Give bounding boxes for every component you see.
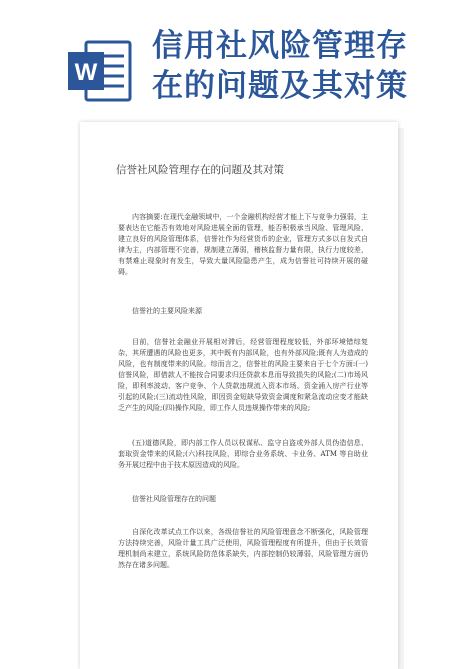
- abstract-paragraph: 内容摘要:在现代金融领域中，一个金融机构经营才能上下与竞争力强弱，主要表达在它能否有效地对风险进展全面的管理，能否积极承当风险、管理风险、建立良好的风险管理体系，信誉社作为经营货币的企业，管理方式多以自发式自律为主，内部管理不完善，规制建立薄弱，稽核监督力量有限，执行力度较差，有禁难止现象时有发生，导致大量风险隐患产生，成为信誉社可持续开展的碰碍。: [118, 213, 368, 276]
- banner-title-line2: 在的问题及其对策: [152, 68, 408, 104]
- banner-title-line1: 信用社风险管理存: [152, 28, 408, 64]
- word-document-icon: [66, 40, 132, 102]
- document-page: [80, 122, 398, 669]
- word-icon-letter: W: [74, 59, 98, 86]
- banner-title: [152, 26, 472, 106]
- document-title: 信誉社风险管理存在的问题及其对策: [116, 164, 284, 176]
- section-heading-problems: 信誉社风险管理存在的问题: [132, 495, 216, 503]
- risk-sources-paragraph: 目前，信誉社金融业开展相对滞后，经营管理程度较低，外部环境错综复杂，其所遭遇的风险也更多，其中既有内部风险，也有外部风险;既有人为造成的风险，也有制度带来的风险。综而言之，信誉社的风险主要来自于七个方面:(一)信誉风险，即借款人不能按合同要求归还贷款本息而导致损失的风险;(二)市场风险，即利率波动、客户竞争、个人贷款违规流入资本市场、资金涌入房产行业等引起的风险;(三)流动性风险，即因资金短缺导致资金调度和紧急流动应变才能缺乏产生的风险;(四)操作风险，即工作人员违规操作带来的风险;: [118, 338, 368, 412]
- section-heading-risk-sources: 信誉社的主要风险来源: [132, 307, 202, 315]
- banner: [0, 0, 474, 120]
- problems-paragraph: 自深化改革试点工作以来，各级信誉社的风险管理意念不断强化，风险管理方法持续完善，风险计量工具广泛使用，风险管理程度有所提升，但由于长效管理机制尚未建立，系统风险防范体系缺失，内部控制仍较薄弱，风险管理方面仍然存在诸多问题。: [118, 528, 368, 569]
- risk-sources-paragraph-cont: (五)道德风险，即内部工作人员以权谋私、监守自盗或外部人员伪造信息、套取资金带来的风险;(六)科技风险，即综合业务系统、卡业务、ATM 等自助业务开展过程中由于技术原因造成的风险。: [118, 439, 368, 469]
